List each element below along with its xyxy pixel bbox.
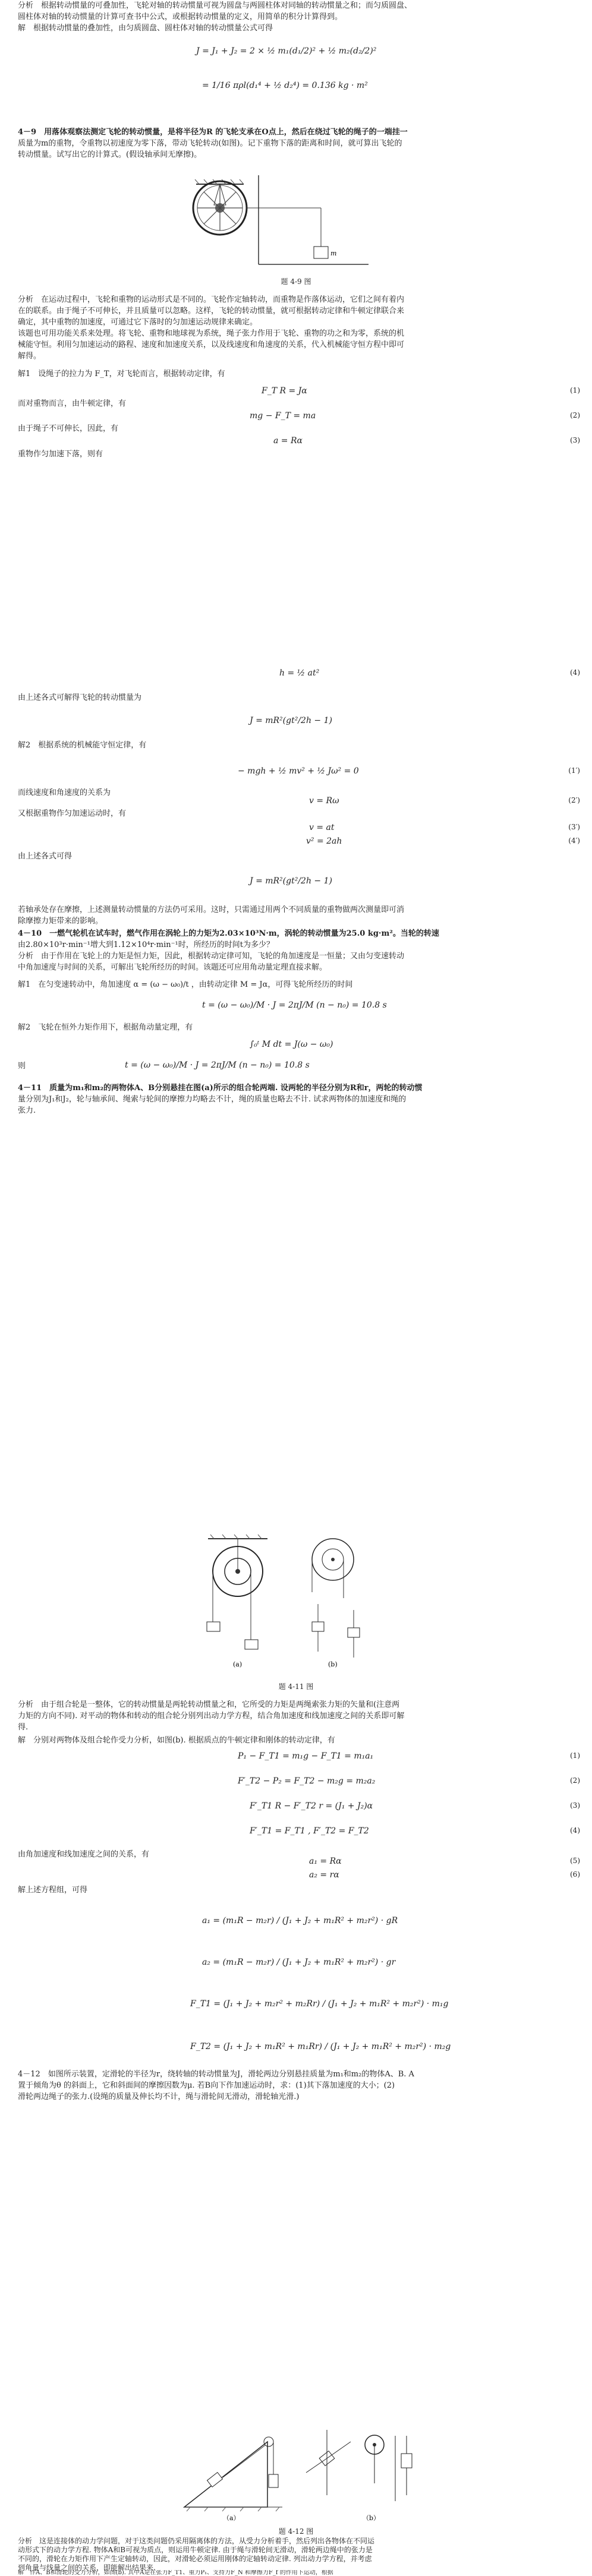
problem-line: 滑轮两边绳子的张力.(设绳的质量及伸长均不计，绳与滑轮间无滑动，滑轮轴光滑.) [18, 2092, 300, 2101]
figure-caption: 题 4-11 图 [278, 1682, 314, 1691]
problem-4-9-title: 4－9 用落体观察法测定飞轮的转动惯量，是将半径为R 的飞轮支承在O点上，然后在绕过飞轮的绳子的一端挂一 [18, 128, 408, 137]
equation: v² = 2ah [306, 836, 342, 846]
analysis-line: 在的联系。由于绳子不可伸长，并且质量可以忽略。这样，飞轮的转动惯量，就可根据转动定律和牛顿定律联合来 [18, 307, 405, 315]
equation: h = ½ at² [279, 668, 320, 678]
equation: mg − F_T = ma [250, 411, 316, 421]
solution-line: 而对重物而言，由牛顿定律，有 [18, 399, 127, 408]
equation: F_T R = Jα [262, 386, 307, 396]
equation: F′_T2 − P₂ = F_T2 − m₂g = m₂a₂ [238, 1776, 376, 1786]
solution-line: 而线速度和角速度的关系为 [18, 788, 111, 797]
figure-label-b: (b) [328, 1660, 338, 1668]
analysis-line: 动形式下的动力学方程. 物体A和B可视为质点，则运用牛顿定律. 由于绳与滑轮间无滑动，滑轮两边绳中的张力是 [18, 2546, 373, 2554]
analysis-line: 到角量与线量之间的关系，即能解出结果来. [18, 2564, 156, 2572]
solution-line: 解1 在匀变速转动中，角加速度 α = (ω − ω₀)/t ，由转动定律 M = Jα，可得飞轮所经历的时间 [18, 980, 353, 989]
equation-number: (3) [570, 1801, 580, 1810]
solution-line: 由角加速度和线加速度之间的关系，有 [18, 1850, 150, 1859]
equation: F′_T1 = F_T1 , F′_T2 = F_T2 [250, 1826, 369, 1836]
equation: = 1/16 πρl(d₁⁴ + ½ d₂⁴) = 0.136 kg · m² [202, 81, 368, 90]
analysis-line: 圆柱体对轴的转动惯量的计算可查书中公式，或根据转动惯量的定义，用简单的积分计算得到。 [18, 12, 343, 21]
analysis-line: 力矩的方向不同). 对平动的物体和转动的组合轮分别列出动力学方程，结合角加速度和线加速度之间的关系即可解 [18, 1712, 405, 1721]
problem-line: 置于倾角为θ 的斜面上，它和斜面间的摩擦因数为μ. 若B向下作加速运动时，求：(1)其下落加速度的大小；(2) [18, 2081, 395, 2090]
equation: − mgh + ½ mv² + ½ Jω² = 0 [238, 766, 359, 776]
figure-label-a: (a) [233, 1660, 243, 1668]
equation-number: (4) [570, 668, 580, 677]
figure-4-12 [178, 2418, 428, 2522]
equation: a₂ = rα [309, 1870, 339, 1880]
equation: ∫₀ᵗ M dt = J(ω − ω₀) [250, 1040, 333, 1049]
analysis-line: 确定，其中重物的加速度，可通过它下落时的匀加速运动规律来确定。 [18, 318, 258, 327]
solution-line: 解2 飞轮在恒外力矩作用下，根据角动量定理，有 [18, 1023, 193, 1032]
equation-number: (1′) [568, 766, 580, 775]
equation: v = at [309, 823, 335, 832]
problem-line: 张力. [18, 1106, 36, 1115]
figure-label-a: （a） [223, 2514, 240, 2522]
analysis-line: 得. [18, 1723, 29, 1732]
analysis-line: 中角加速度与时间的关系，可解出飞轮所经历的时间。该题还可应用角动量定理直接求解。 [18, 963, 328, 972]
equation: a = Rα [273, 436, 303, 446]
equation: v = Rω [309, 796, 339, 806]
figure-caption: 题 4-12 图 [278, 2527, 314, 2536]
result-equation: a₂ = (m₁R − m₂r) / (J₁ + J₂ + m₁R² + m₂r²) · gr [202, 1958, 396, 1967]
solution-line: 由上述各式可得 [18, 852, 73, 861]
equation: a₁ = Rα [309, 1857, 342, 1866]
figure-4-11 [196, 1533, 386, 1675]
equation-number: (2′) [568, 796, 580, 804]
figure-caption: 题 4-9 图 [281, 277, 311, 286]
problem-4-12-title: 4－12 如图所示装置，定滑轮的半径为r，绕转轴的转动惯量为J，滑轮两边分别悬挂质量为m₁和m₂的物体A、B. A [18, 2070, 414, 2079]
figure-label-b: （b） [363, 2514, 380, 2522]
solution-line: 则 [18, 1062, 26, 1071]
analysis-line: 分析 由于作用在飞轮上的力矩是恒力矩，因此，根据转动定律可知，飞轮的角加速度是一恒量；又由匀变速转动 [18, 952, 405, 961]
solution-line: 由于绳子不可伸长，因此，有 [18, 424, 119, 433]
solution-line: 又根据重物作匀加速运动时，有 [18, 809, 127, 818]
equation-number: (1) [570, 386, 580, 394]
equation: t = (ω − ω₀)/M · J = 2πJ/M (n − n₀) = 10.8 s [125, 1060, 310, 1070]
solution-line: 解 作A、B和滑轮的受力分析，如图(b). 其中A是在张力F_T1、重力P₁、支持力F_N 和摩擦力F_f 的作用下运动，根据 [18, 2570, 333, 2576]
solution-line: 解上述方程组，可得 [18, 1886, 88, 1895]
result-equation: F_T1 = (J₁ + J₂ + m₂r² + m₂Rr) / (J₁ + J₂ + m₁R² + m₂r²) · m₁g [190, 1999, 449, 2009]
result-equation: a₁ = (m₁R − m₂r) / (J₁ + J₂ + m₁R² + m₂r²) · gR [202, 1916, 398, 1925]
equation-number: (4) [570, 1826, 580, 1835]
equation: t = (ω − ω₀)/M · J = 2πJ/M (n − n₀) = 10.8 s [202, 1000, 387, 1010]
problem-line: 转动惯量。试写出它的计算式。(假设轴承间无摩擦)。 [18, 150, 202, 159]
equation: J = mR²(gt²/2h − 1) [250, 716, 332, 725]
equation-number: (2) [570, 1776, 580, 1785]
equation-number: (4′) [568, 836, 580, 845]
equation-number: (2) [570, 411, 580, 419]
analysis-line: 分析 在运动过程中，飞轮和重物的运动形式是不同的。飞轮作定轴转动，而重物是作落体运动，它们之间有着内 [18, 295, 405, 304]
result-equation: F_T2 = (J₁ + J₂ + m₁R² + m₁Rr) / (J₁ + J₂ + m₁R² + m₂r²) · m₂g [190, 2042, 451, 2051]
solution-line: 由上述各式可解得飞轮的转动惯量为 [18, 693, 142, 702]
equation-number: (5) [570, 1857, 580, 1865]
remark-line: 若轴承处存在摩擦，上述测量转动惯量的方法仍可采用。这时，只需通过用两个不同质量的重物做两次测量即可消 [18, 905, 405, 914]
solution-line: 解 分别对两物体及组合轮作受力分析，如图(b). 根据质点的牛顿定律和刚体的转动定律，有 [18, 1736, 335, 1745]
solution-line: 重物作匀加速下落，则有 [18, 450, 103, 459]
solution-line: 解 根据转动惯量的叠加性，由匀质圆盘、圆柱体对轴的转动惯量公式可得 [18, 24, 273, 33]
problem-line: 质量为m的重物，令重物以初速度为零下落，带动飞轮转动(如图)。记下重物下落的距离和时间，就可算出飞轮的 [18, 139, 402, 148]
analysis-line: 分析 由于组合轮是一整体，它的转动惯量是两轮转动惯量之和，它所受的力矩是两绳索张力矩的矢量和(注意两 [18, 1700, 400, 1709]
remark-line: 除摩擦力矩带来的影响。 [18, 917, 103, 926]
solution-line: 解1 设绳子的拉力为 F_T，对飞轮而言，根据转动定律，有 [18, 370, 225, 378]
problem-4-10-title: 4－10 一燃气轮机在试车时，燃气作用在涡轮上的力矩为2.03×10³N·m，涡轮的转动惯量为25.0 kg·m²。当轮的转速 [18, 929, 439, 938]
equation: J = J₁ + J₂ = 2 × ½ m₁(d₁/2)² + ½ m₂(d₂/2)² [196, 46, 377, 56]
problem-4-11-title: 4－11 质量为m₁和m₂的两物体A、B分别悬挂在图(a)所示的组合轮两端. 设两轮的半径分别为R和r，两轮的转动惯 [18, 1084, 423, 1093]
solution-line: 解2 根据系统的机械能守恒定律，有 [18, 741, 147, 750]
problem-line: 由2.80×10³r·min⁻¹增大到1.12×10⁴r·min⁻¹时，所经历的时间t为多少？ [18, 940, 274, 949]
analysis-line: 不同的，滑轮在力矩作用下产生定轴转动，因此，对滑轮必须运用刚体的定轴转动定律. 列出动力学方程，并考虑 [18, 2555, 372, 2563]
problem-line: 量分别为J₁和J₂，轮与轴承间、绳索与轮间的摩擦力均略去不计，绳的质量也略去不计. 试求两物体的加速度和绳的 [18, 1095, 407, 1104]
analysis-line: 分析 这是连接体的动力学问题，对于这类问题仍采用隔离体的方法，从受力分析着手，然后列出各物体在不同运 [18, 2537, 375, 2545]
analysis-line: 该题也可用功能关系来处理。将飞轮、重物和地球视为系统，绳子张力作用于飞轮、重物的功之和为零，系统的机 [18, 329, 405, 338]
equation-number: (3′) [568, 823, 580, 831]
equation: J = mR²(gt²/2h − 1) [250, 876, 332, 886]
figure-4-9 [190, 169, 386, 270]
analysis-line: 械能守恒。利用匀加速运动的路程、速度和加速度关系，以及线速度和角速度的关系，代入机械能守恒方程中即可 [18, 340, 405, 349]
analysis-line: 分析 根据转动惯量的可叠加性，飞轮对轴的转动惯量可视为圆盘与两圆柱体对同轴的转动惯量之和；而匀质圆盘、 [18, 1, 412, 10]
mass-label: m [330, 250, 337, 257]
equation-number: (6) [570, 1870, 580, 1879]
equation: P₁ − F_T1 = m₁g − F_T1 = m₁a₁ [238, 1751, 374, 1761]
analysis-line: 解得。 [18, 352, 42, 361]
equation-number: (1) [570, 1751, 580, 1760]
equation-number: (3) [570, 436, 580, 444]
equation: F′_T1 R − F′_T2 r = (J₁ + J₂)α [250, 1801, 373, 1811]
